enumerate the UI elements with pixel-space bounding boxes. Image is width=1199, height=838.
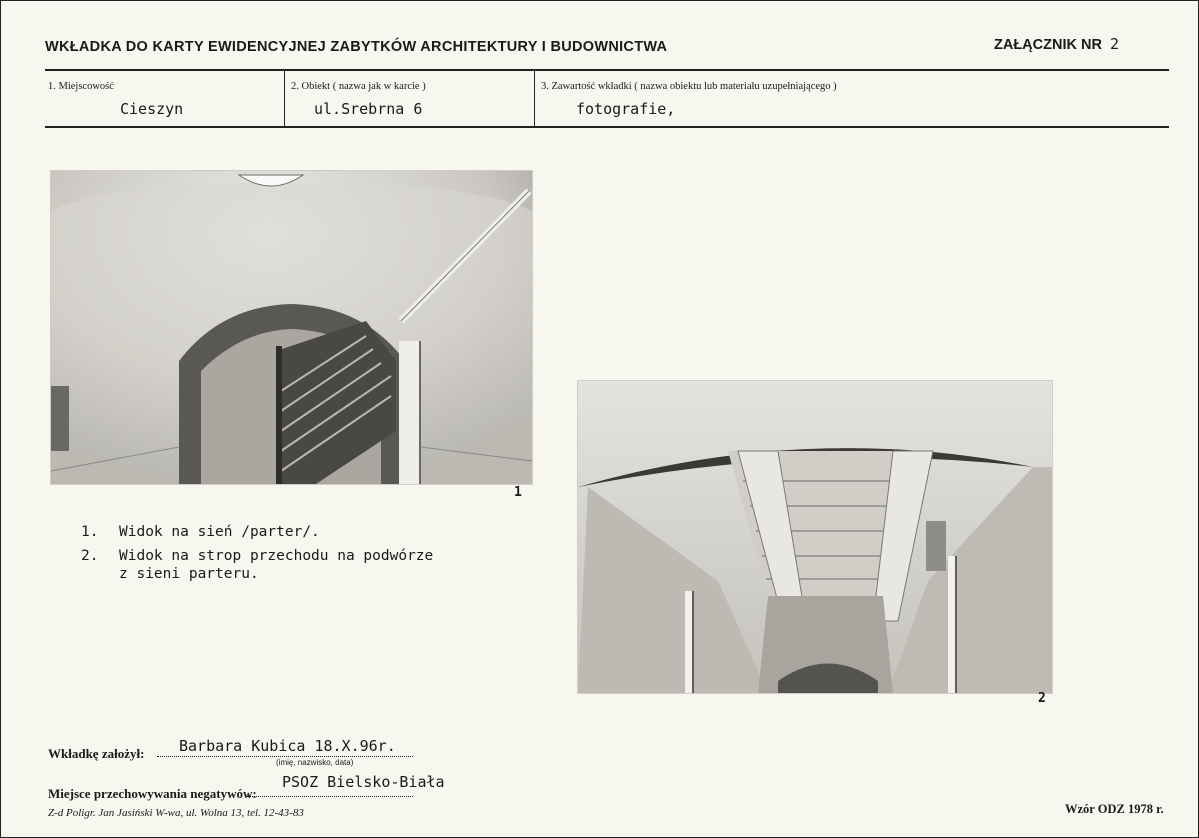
annex-heading [994,35,1119,53]
created-by-label: Wkładkę założył: [48,746,145,761]
field-value-place: Cieszyn [120,100,184,118]
created-by-hint: (imię, nazwisko, data) [276,758,354,767]
photo-hallway-image [51,171,532,484]
annex-number: 2 [1109,35,1119,53]
photo-passage-ceiling [577,380,1053,694]
created-by-line [157,756,413,757]
photo-ceiling-image [578,381,1052,693]
field-label-content: 3. Zawartość wkładki ( nazwa obiektu lub materiału uzupełniającego ) [541,81,837,92]
annex-label: ZAŁĄCZNIK NR [994,37,1102,53]
caption-text: Widok na strop przechodu na podwórze z sieni parteru. [119,548,434,582]
photo-number-2: 2 [1038,691,1046,706]
header-bottom-rule [45,126,1169,128]
field-divider [284,71,285,127]
created-by-value: Barbara Kubica 18.X.96r. [179,737,396,755]
field-value-object: ul.Srebrna 6 [314,100,423,118]
photo-hallway [50,170,533,485]
caption-number: 1. [81,524,99,540]
field-divider [534,71,535,127]
field-label-place: 1. Miejscowość [48,81,114,92]
form-model: Wzór ODZ 1978 r. [1065,802,1164,816]
negatives-storage-label: Miejsce przechowywania negatywów: [48,786,257,801]
caption-item [81,523,433,541]
field-label-object: 2. Obiekt ( nazwa jak w karcie ) [291,81,426,92]
header-top-rule [45,69,1169,71]
negatives-storage-value: PSOZ Bielsko-Biała [282,773,445,791]
caption-item [81,547,433,583]
caption-text: Widok na sień /parter/. [119,524,320,540]
caption-number: 2. [81,548,99,564]
photo-captions [81,523,433,589]
printer-imprint: Z-d Poligr. Jan Jasiński W-wa, ul. Wolna 13, tel. 12-43-83 [48,807,304,819]
photo-number-1: 1 [514,485,522,500]
field-value-content: fotografie, [576,100,676,118]
negatives-storage-line [247,796,413,797]
form-title: WKŁADKA DO KARTY EWIDENCYJNEJ ZABYTKÓW ARCHITEKTURY I BUDOWNICTWA [45,39,668,55]
